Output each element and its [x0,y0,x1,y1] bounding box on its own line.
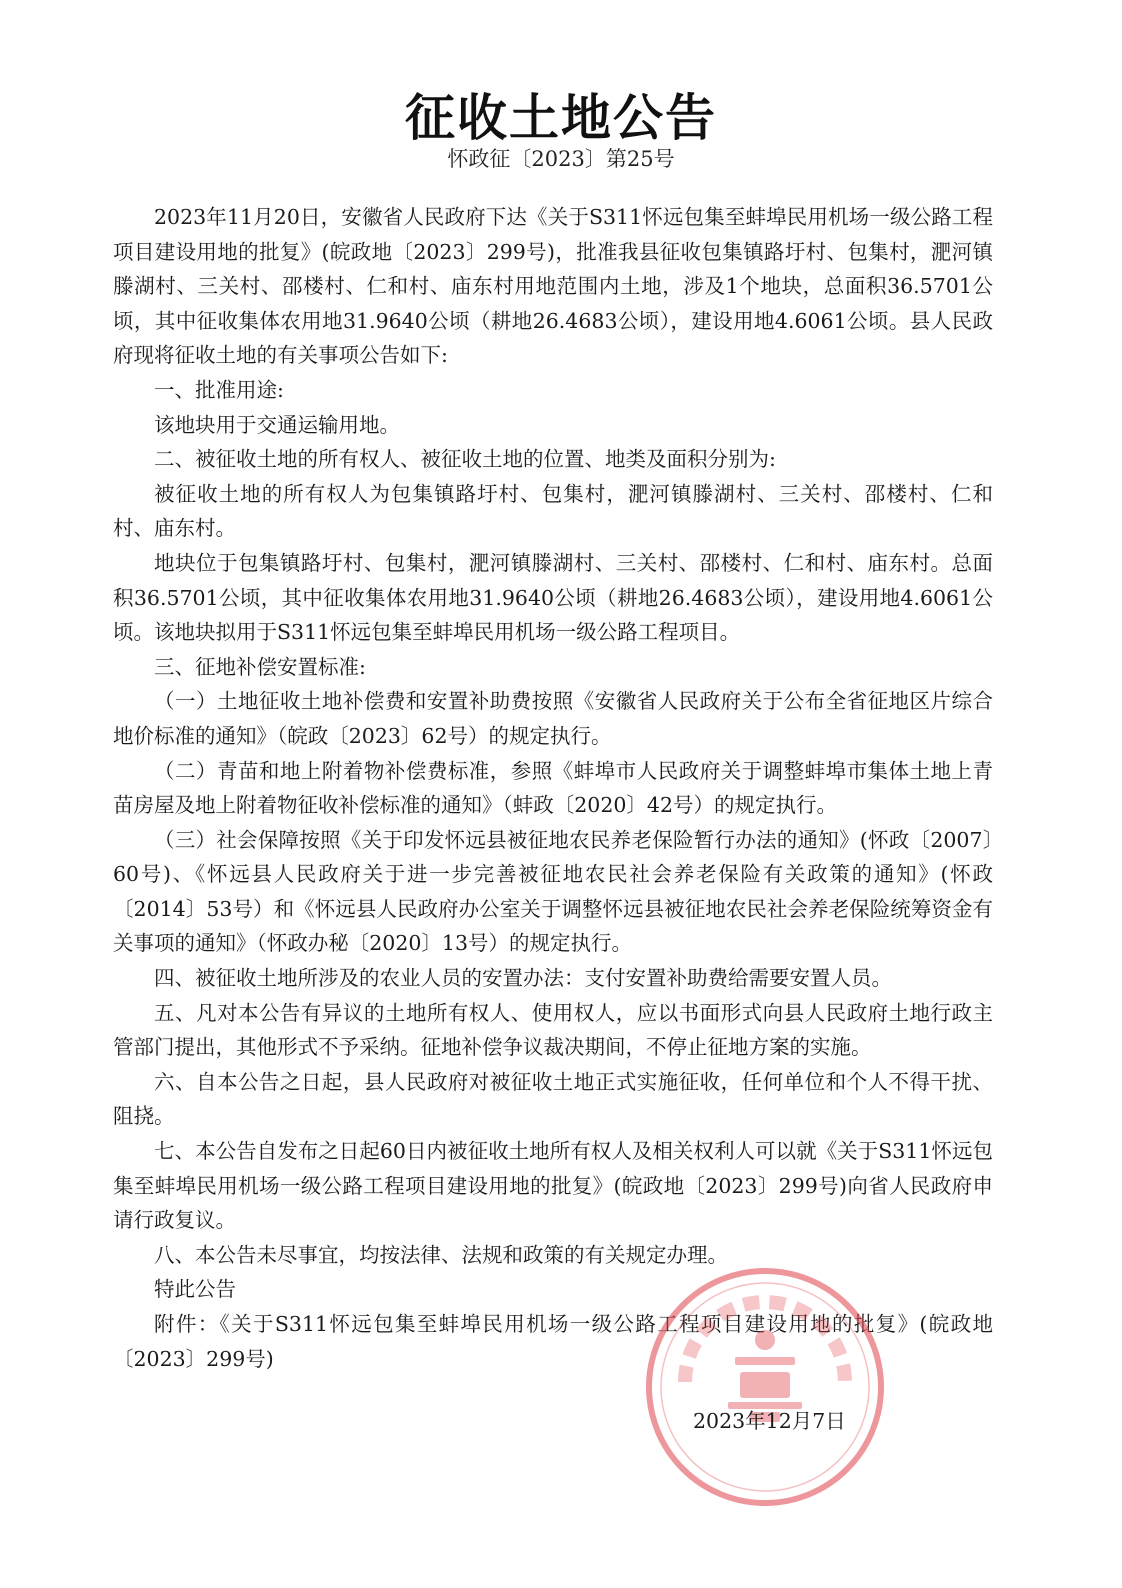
document-body [113,200,993,1376]
paragraph-section-8: 八、本公告未尽事宜，均按法律、法规和政策的有关规定办理。 [154,1242,728,1267]
paragraph-section-1-heading: 一、批准用途: [154,377,284,402]
document-title: 征收土地公告 [405,89,717,147]
paragraph-section-2-location: 地块位于包集镇路圩村、包集村，淝河镇滕湖村、三关村、邵楼村、仁和村、庙东村。总面积36.5701公顷，其中征收集体农用地31.9640公顷（耕地26.4683公顷），建设用地4.6061公顷。该地块拟用于S311怀远包集至蚌埠民用机场一级公路工程项目。 [113,550,993,645]
document-date: 2023年12月7日 [693,1409,846,1433]
paragraph-closing: 特此公告 [154,1277,236,1302]
paragraph-intro: 2023年11月20日，安徽省人民政府下达《关于S311怀远包集至蚌埠民用机场一级公路工程项目建设用地的批复》(皖政地〔2023〕299号)，批准我县征收包集镇路圩村、包集村，淝河镇滕湖村、三关村、邵楼村、仁和村、庙东村用地范围内土地，涉及1个地块，总面积36.5701公顷，其中征收集体农用地31.9640公顷（耕地26.4683公顷），建设用地4.6061公顷。县人民政府现将征收土地的有关事项公告如下: [113,205,993,368]
paragraph-section-3-heading: 三、征地补偿安置标准: [154,654,366,679]
paragraph-section-7: 七、本公告自发布之日起60日内被征收土地所有权人及相关权利人可以就《关于S311怀远包集至蚌埠民用机场一级公路工程项目建设用地的批复》(皖政地〔2023〕299号)向省人民政府申请行政复议。 [113,1139,993,1233]
paragraph-section-2-heading: 二、被征收土地的所有权人、被征收土地的位置、地类及面积分别为: [154,447,776,472]
paragraph-section-4: 四、被征收土地所涉及的农业人员的安置办法：支付安置补助费给需要安置人员。 [154,966,892,991]
document-number: 怀政征〔2023〕第25号 [447,147,675,171]
paragraph-section-6: 六、自本公告之日起，县人民政府对被征收土地正式实施征收，任何单位和个人不得干扰、阻挠。 [113,1069,993,1129]
paragraph-section-2-owners: 被征收土地的所有权人为包集镇路圩村、包集村，淝河镇滕湖村、三关村、邵楼村、仁和村、庙东村。 [113,481,993,541]
paragraph-attachment: 附件：《关于S311怀远包集至蚌埠民用机场一级公路工程项目建设用地的批复》(皖政地〔2023〕299号) [113,1312,993,1371]
paragraph-section-1-body: 该地块用于交通运输用地。 [154,412,400,437]
paragraph-section-5: 五、凡对本公告有异议的土地所有权人、使用权人，应以书面形式向县人民政府土地行政主管部门提出，其他形式不予采纳。征地补偿争议裁决期间，不停止征地方案的实施。 [113,1000,993,1060]
paragraph-section-3-item-2: （二）青苗和地上附着物补偿费标准，参照《蚌埠市人民政府关于调整蚌埠市集体土地上青苗房屋及地上附着物征收补偿标准的通知》（蚌政〔2020〕42号）的规定执行。 [113,758,993,818]
paragraph-section-3-item-3: （三）社会保障按照《关于印发怀远县被征地农民养老保险暂行办法的通知》(怀政〔2007〕60号)、《怀远县人民政府关于进一步完善被征地农民社会养老保险有关政策的通知》(怀政〔2014〕53号）和《怀远县人民政府办公室关于调整怀远县被征地农民社会养老保险统筹资金有关事项的通知》（怀政办秘〔2020〕13号）的规定执行。 [113,827,993,956]
paragraph-section-3-item-1: （一）土地征收土地补偿费和安置补助费按照《安徽省人民政府关于公布全省征地区片综合地价标准的通知》（皖政〔2023〕62号）的规定执行。 [113,689,993,748]
